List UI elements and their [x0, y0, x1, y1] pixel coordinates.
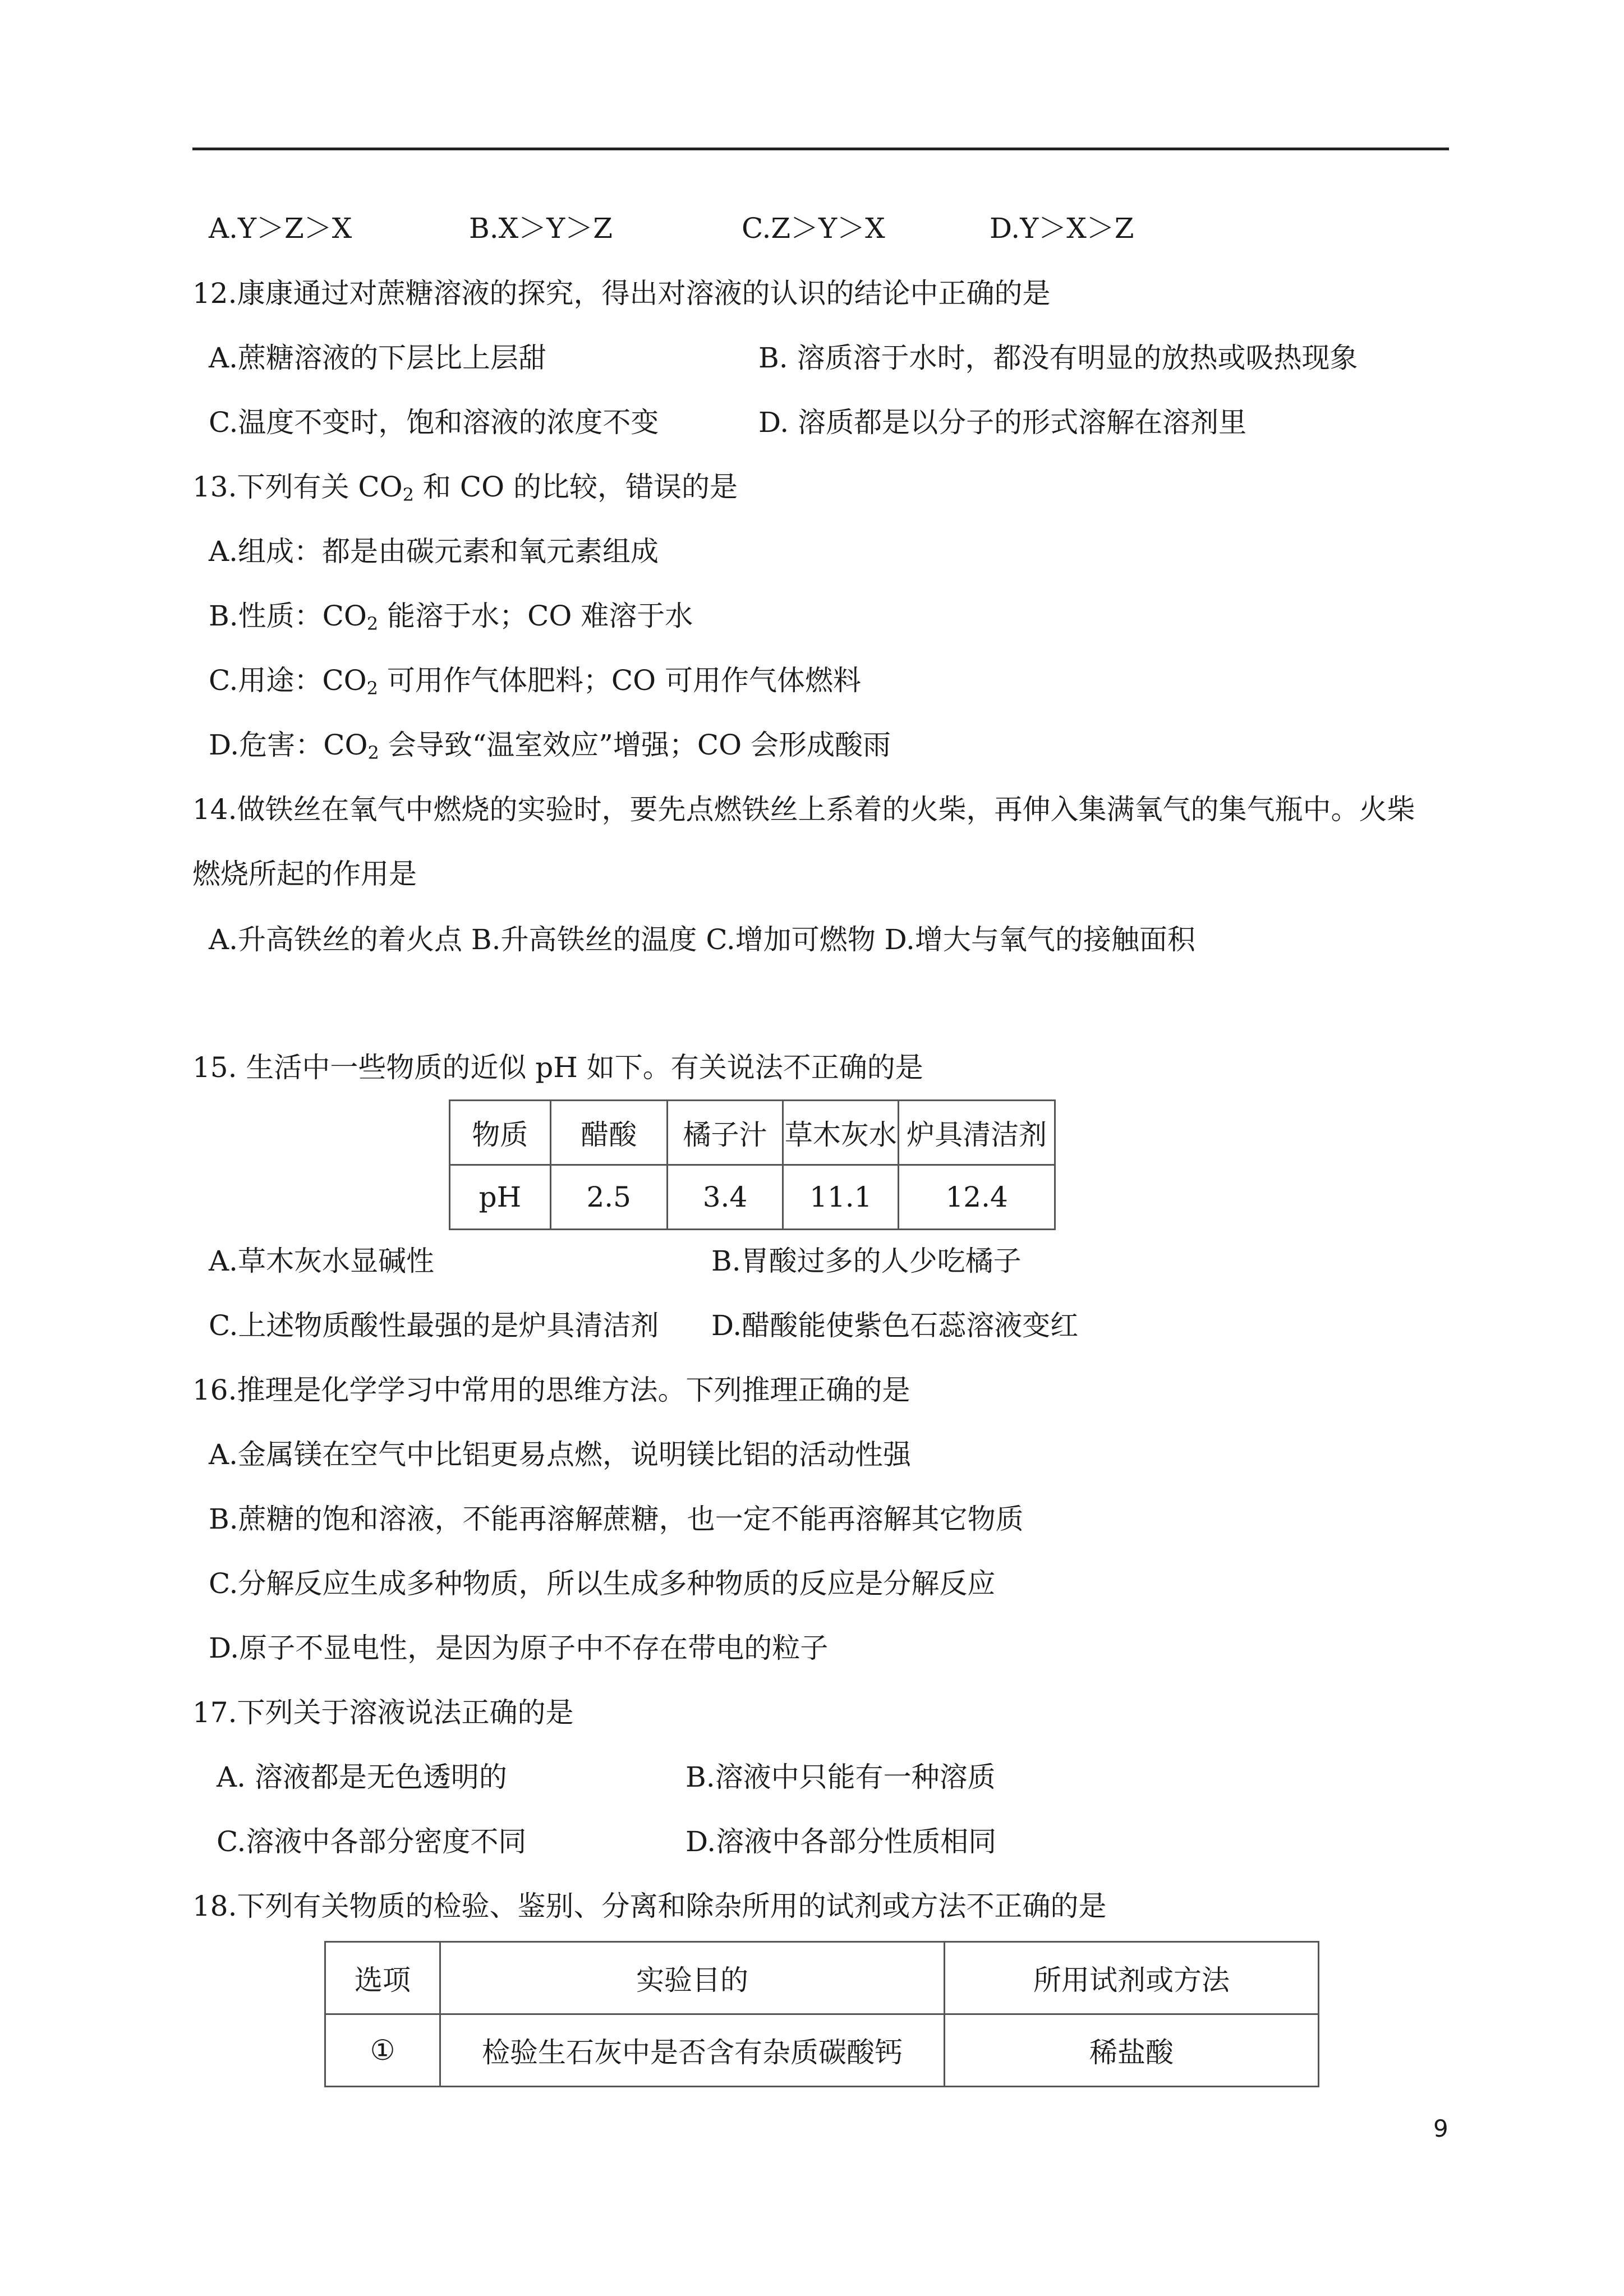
table-header-row: [325, 1942, 1319, 2014]
q14-stem-line1: 14.做铁丝在氧气中燃烧的实验时，要先点燃铁丝上系着的火柴，再伸入集满氧气的集气瓶中。火柴: [192, 793, 1415, 826]
table-cell: 2.5: [550, 1165, 667, 1230]
q15-option-d: D.醋酸能使紫色石蕊溶液变红: [711, 1309, 1079, 1342]
table-cell: 选项: [325, 1942, 440, 2014]
table-cell: 稀盐酸: [945, 2014, 1319, 2087]
table-row: [450, 1165, 1055, 1230]
q13-option-b: B.性质：$CO_2$ 能溶于水；CO 难溶于水: [209, 600, 693, 634]
table-cell: 炉具清洁剂: [899, 1101, 1055, 1165]
q14-options: A.升高铁丝的着火点 B.升高铁丝的温度 C.增加可燃物 D.增大与氧气的接触面积: [209, 923, 1195, 956]
table-cell: 检验生石灰中是否含有杂质碳酸钙: [440, 2014, 945, 2087]
q16-option-d: D.原子不显电性，是因为原子中不存在带电的粒子: [209, 1632, 829, 1664]
q12-option-b: B. 溶质溶于水时，都没有明显的放热或吸热现象: [758, 342, 1358, 374]
q11-option-c: C.Z＞Y＞X: [742, 212, 885, 245]
q17-option-c: C.溶液中各部分密度不同: [217, 1825, 527, 1858]
table-header-row: [450, 1101, 1055, 1165]
q11-option-a: A.Y＞Z＞X: [209, 212, 352, 245]
q14-stem-line2: 燃烧所起的作用是: [192, 858, 417, 890]
table-cell: 草木灰水: [783, 1101, 899, 1165]
q17-option-b: B.溶液中只能有一种溶质: [686, 1761, 996, 1793]
q16-option-c: C.分解反应生成多种物质，所以生成多种物质的反应是分解反应: [209, 1567, 996, 1600]
q12-option-c: C.温度不变时，饱和溶液的浓度不变: [209, 406, 659, 439]
table-cell: 物质: [450, 1101, 551, 1165]
table-cell: 醋酸: [550, 1101, 667, 1165]
table-cell: 12.4: [899, 1165, 1055, 1230]
q15-stem: 15. 生活中一些物质的近似 pH 如下。有关说法不正确的是: [192, 1051, 923, 1084]
q11-option-d: D.Y＞X＞Z: [990, 212, 1134, 245]
table-cell: pH: [450, 1165, 551, 1230]
q16-option-a: A.金属镁在空气中比铝更易点燃，说明镁比铝的活动性强: [209, 1438, 912, 1471]
table-cell: 实验目的: [440, 1942, 945, 2014]
q15-option-c: C.上述物质酸性最强的是炉具清洁剂: [209, 1309, 659, 1342]
q15-option-a: A.草木灰水显碱性: [209, 1245, 435, 1277]
table-cell: 所用试剂或方法: [945, 1942, 1319, 2014]
q12-option-d: D. 溶质都是以分子的形式溶解在溶剂里: [758, 406, 1247, 439]
table-row: [325, 2014, 1319, 2087]
q18-table: [324, 1941, 1319, 2087]
q16-option-b: B.蔗糖的饱和溶液，不能再溶解蔗糖，也一定不能再溶解其它物质: [209, 1503, 1024, 1535]
table-cell: 橘子汁: [667, 1101, 783, 1165]
q17-option-d: D.溶液中各部分性质相同: [686, 1825, 997, 1858]
q17-stem: 17.下列关于溶液说法正确的是: [192, 1696, 574, 1729]
table-cell: 11.1: [783, 1165, 899, 1230]
q13-option-d: D.危害：$CO_2$ 会导致“温室效应”增强；CO 会形成酸雨: [209, 729, 891, 763]
table-cell: 3.4: [667, 1165, 783, 1230]
q13-stem: 13.下列有关 $CO_2$ 和 CO 的比较，错误的是: [192, 471, 738, 505]
q15-ph-table: [449, 1099, 1056, 1230]
header-rule: [192, 148, 1449, 150]
q12-stem: 12.康康通过对蔗糖溶液的探究，得出对溶液的认识的结论中正确的是: [192, 277, 1051, 310]
q15-option-b: B.胃酸过多的人少吃橘子: [711, 1245, 1022, 1277]
table-cell: ①: [325, 2014, 440, 2087]
q18-stem: 18.下列有关物质的检验、鉴别、分离和除杂所用的试剂或方法不正确的是: [192, 1890, 1107, 1922]
q13-option-a: A.组成：都是由碳元素和氧元素组成: [209, 535, 659, 568]
q12-option-a: A.蔗糖溶液的下层比上层甜: [209, 342, 547, 374]
q13-option-c: C.用途：$CO_2$ 可用作气体肥料；CO 可用作气体燃料: [209, 664, 862, 699]
page-number: 9: [1433, 2115, 1448, 2142]
q17-option-a: A. 溶液都是无色透明的: [217, 1761, 507, 1793]
q16-stem: 16.推理是化学学习中常用的思维方法。下列推理正确的是: [192, 1374, 910, 1406]
q11-option-b: B.X＞Y＞Z: [469, 212, 613, 245]
